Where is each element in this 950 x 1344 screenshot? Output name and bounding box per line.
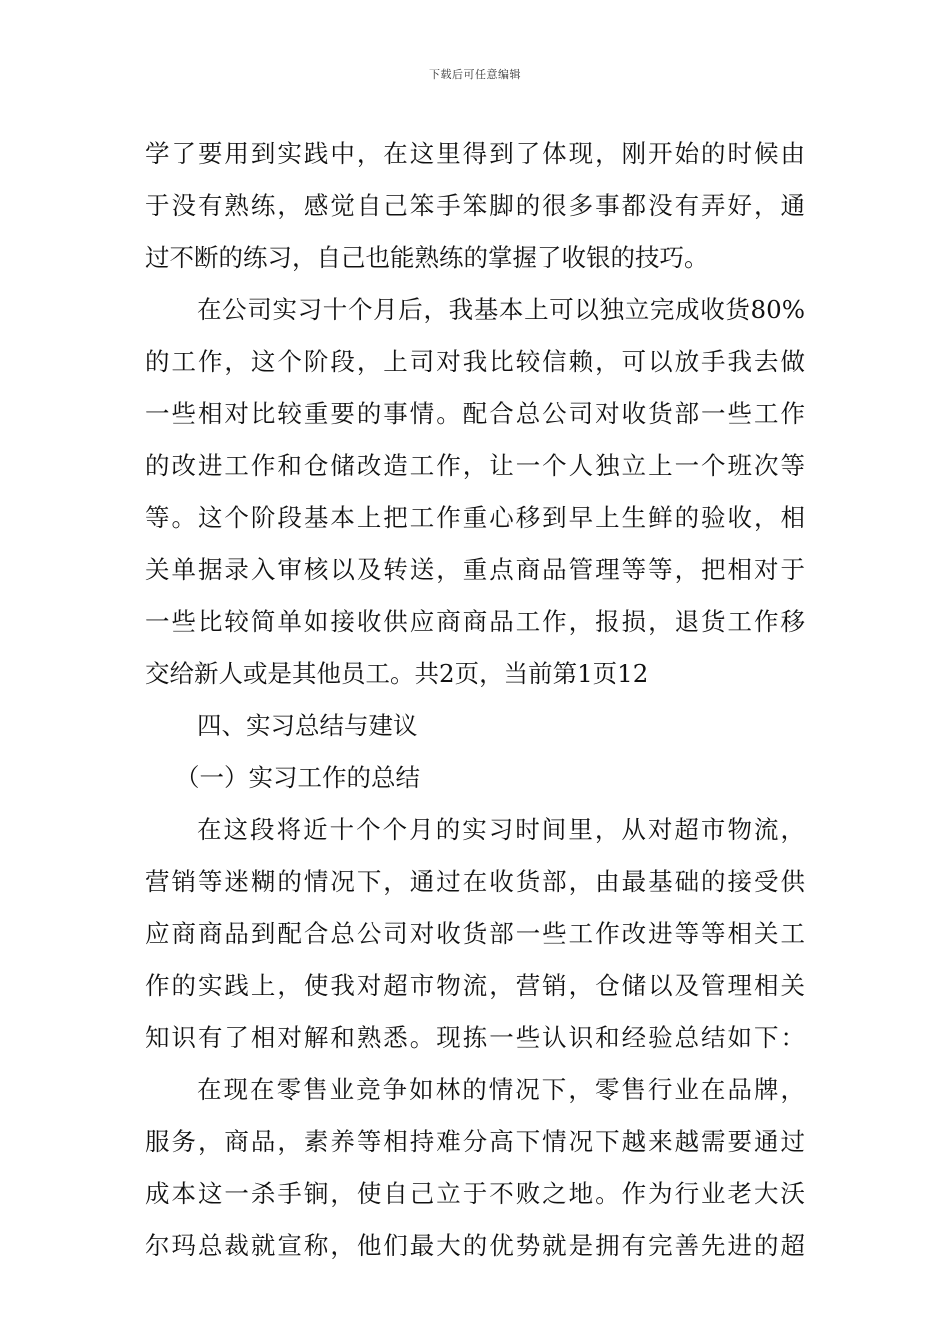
text-line: 关单据录入审核以及转送，重点商品管理等等，把相对于	[145, 555, 805, 584]
text-line: 成本这一杀手锏，使自己立于不败之地。作为行业老大沃	[145, 1179, 805, 1208]
text-line: 服务，商品，素养等相持难分高下情况下越来越需要通过	[145, 1127, 805, 1156]
text-line: 应商商品到配合总公司对收货部一些工作改进等等相关工	[145, 919, 805, 948]
text-line: 一些比较简单如接收供应商商品工作，报损，退货工作移	[145, 607, 805, 636]
subsection-heading: （一）实习工作的总结	[175, 763, 420, 792]
text-line: 过不断的练习，自己也能熟练的掌握了收银的技巧。	[145, 243, 709, 272]
text-line: 一些相对比较重要的事情。配合总公司对收货部一些工作	[145, 399, 805, 428]
document-body	[145, 128, 805, 1272]
section-heading: 四、实习总结与建议	[197, 711, 418, 740]
text-line: 交给新人或是其他员工。共2页，当前第1页12	[145, 659, 649, 688]
text-line: 在这段将近十个个月的实习时间里，从对超市物流，	[197, 815, 805, 844]
text-line: 等。这个阶段基本上把工作重心移到早上生鲜的验收，相	[145, 503, 805, 532]
text-line: 知识有了相对解和熟悉。现拣一些认识和经验总结如下：	[145, 1023, 805, 1052]
text-line: 学了要用到实践中，在这里得到了体现，刚开始的时候由	[145, 139, 805, 168]
text-line: 于没有熟练，感觉自己笨手笨脚的很多事都没有弄好，通	[145, 191, 805, 220]
text-line: 在公司实习十个月后，我基本上可以独立完成收货80%	[197, 295, 805, 324]
text-line: 尔玛总裁就宣称，他们最大的优势就是拥有完善先进的超	[145, 1231, 805, 1260]
text-line: 的改进工作和仓储改造工作，让一个人独立上一个班次等	[145, 451, 805, 480]
header-note: 下载后可任意编辑	[429, 68, 521, 81]
text-line: 的工作，这个阶段，上司对我比较信赖，可以放手我去做	[145, 347, 805, 376]
text-line: 作的实践上，使我对超市物流，营销，仓储以及管理相关	[145, 971, 805, 1000]
text-line: 在现在零售业竞争如林的情况下，零售行业在品牌，	[197, 1075, 805, 1104]
text-line: 营销等迷糊的情况下，通过在收货部，由最基础的接受供	[145, 867, 805, 896]
